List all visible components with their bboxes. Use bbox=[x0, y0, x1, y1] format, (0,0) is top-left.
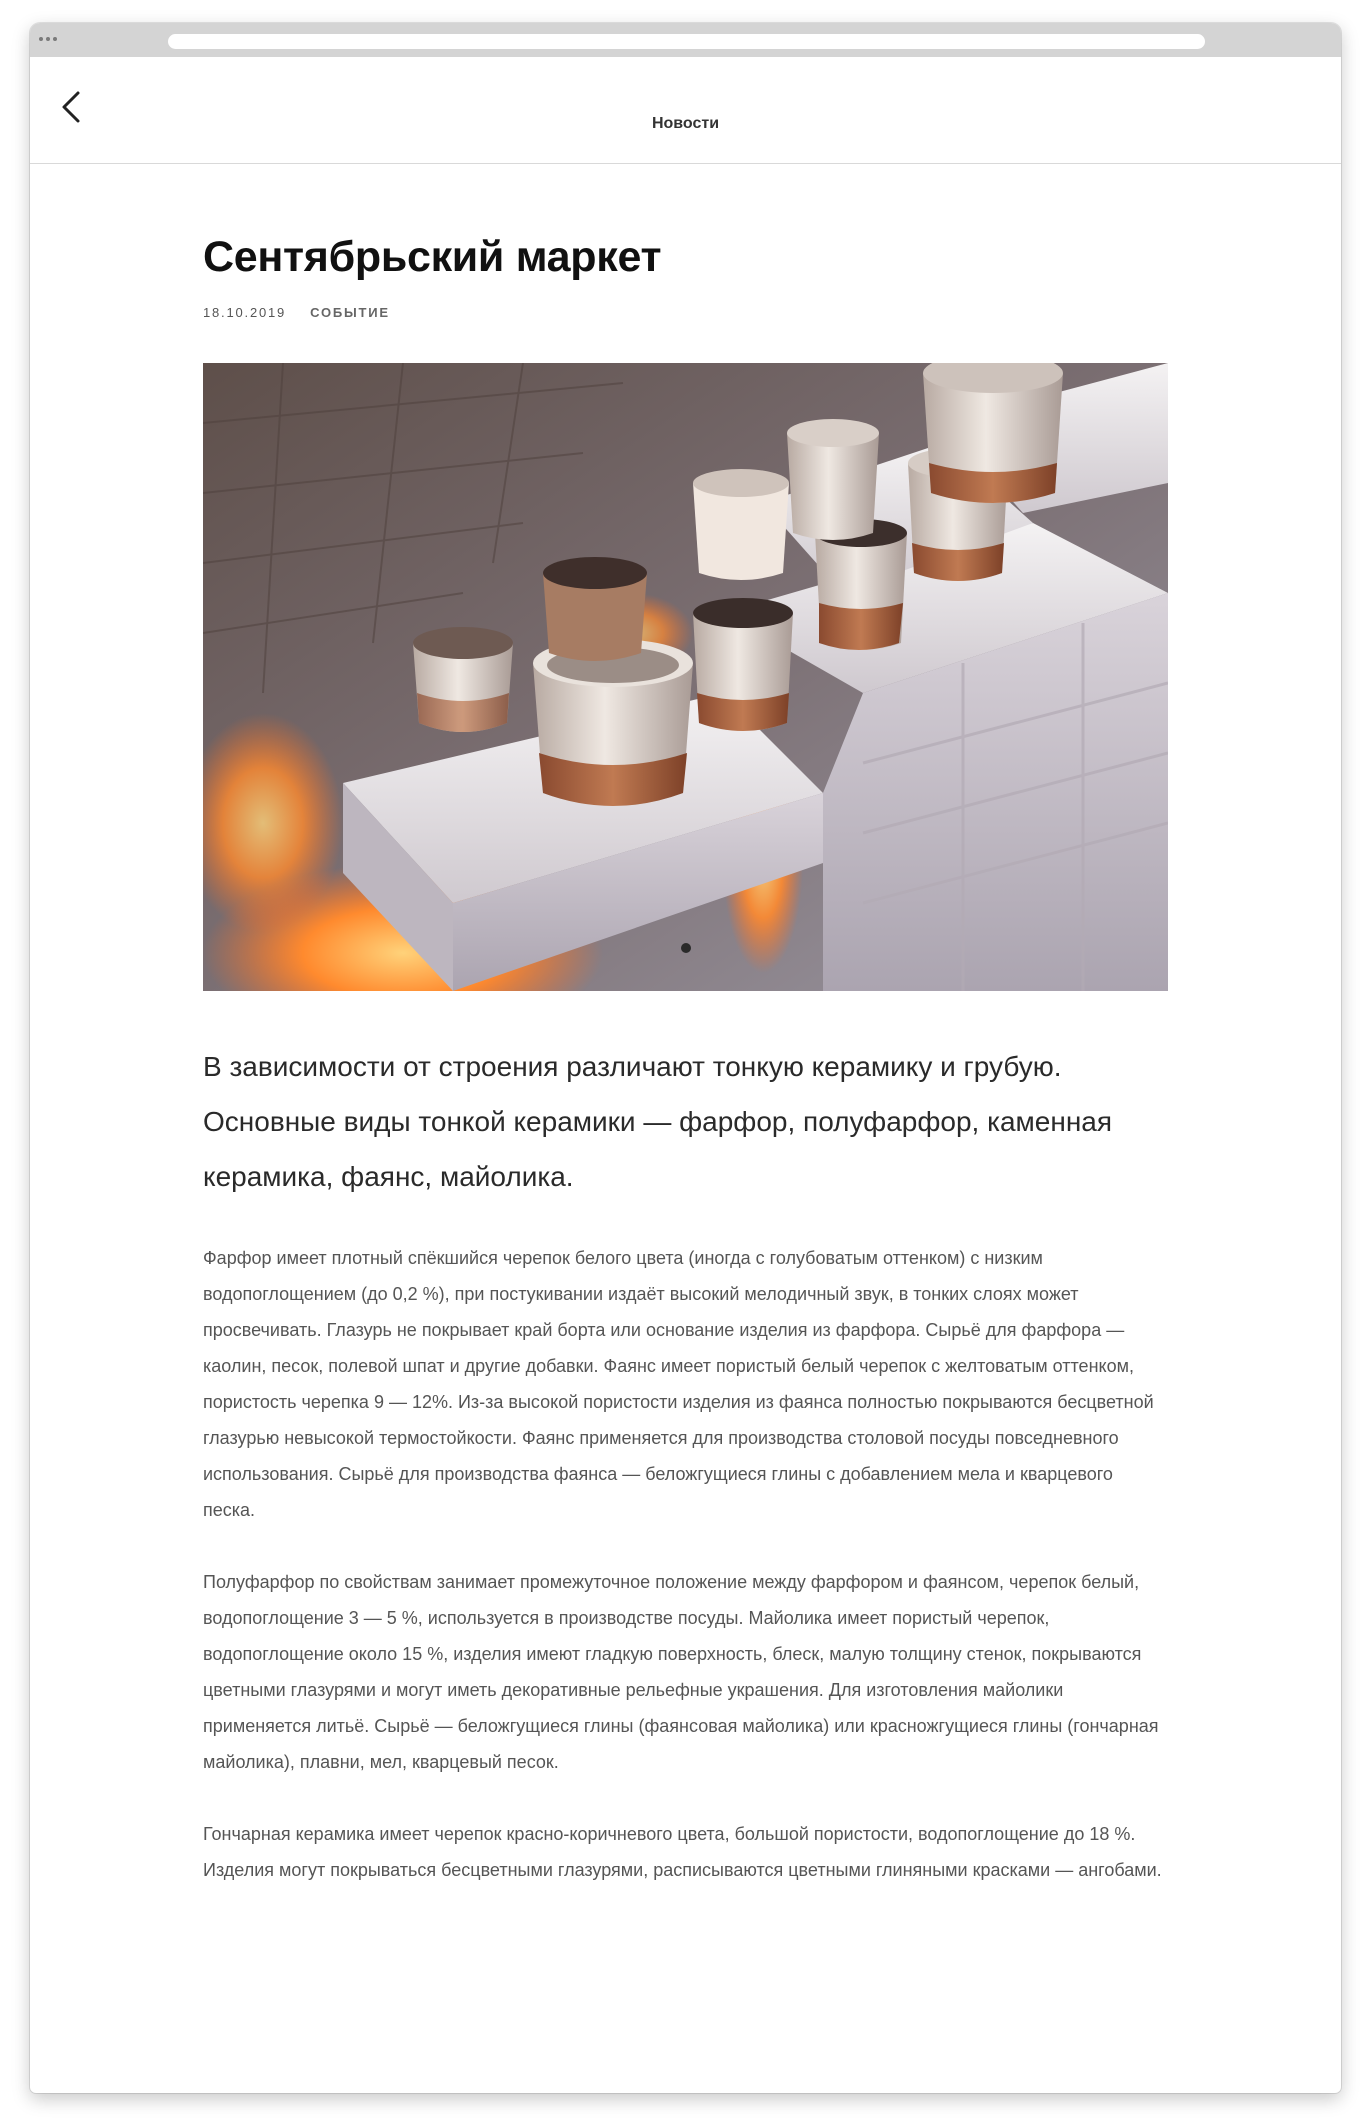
image-slider[interactable] bbox=[203, 363, 1168, 991]
article-paragraph: Полуфарфор по свойствам занимает промежуточное положение между фарфором и фаянсом, черепок белый, водопоглощение 3 — 5 %, используется в производстве посуды. Майолика имеет пористый черепок, водопоглощение около 15 %, изделия имеют гладкую поверхность, блеск, малую толщину стенок, покрываются цветными глазурями и могут иметь декоративные рельефные украшения. Для изготовления майолики применяется литьё. Сырьё — беложгущиеся глины (фаянсовая майолика) или красножгущиеся глины (гончарная майолика), плавни, мел, кварцевый песок. bbox=[203, 1572, 1159, 1772]
article-photo bbox=[203, 363, 1168, 991]
article-lead: В зависимости от строения различают тонкую керамику и грубую. Основные виды тонкой керамики — фарфор, полуфарфор, каменная керамика, фаянс, майолика. bbox=[203, 1051, 1113, 1192]
slider-dot-active[interactable] bbox=[681, 943, 691, 953]
article-category[interactable]: СОБЫТИЕ bbox=[310, 305, 390, 320]
article-meta bbox=[203, 305, 1168, 321]
article-title: Сентябрьский маркет bbox=[203, 233, 662, 281]
article-date: 18.10.2019 bbox=[203, 305, 287, 320]
address-bar[interactable] bbox=[168, 34, 1205, 49]
browser-window bbox=[30, 23, 1341, 2093]
app-header bbox=[30, 57, 1341, 164]
page-title: Новости bbox=[651, 115, 720, 132]
article-paragraph: Фарфор имеет плотный спёкшийся черепок белого цвета (иногда с голубоватым оттенком) с низким водопоглощением (до 0,2 %), при постукивании издаёт высокий мелодичный звук, в тонких слоях может просвечивать. Глазурь не покрывает край борта или основание изделия из фарфора. Сырьё для фарфора — каолин, песок, полевой шпат и другие добавки. Фаянс имеет пористый белый черепок с желтоватым оттенком, пористость черепка 9 — 12%. Из-за высокой пористости изделия из фаянса полностью покрываются бесцветной глазурью невысокой термостойкости. Фаянс применяется для производства столовой посуды повседневного использования. Сырьё для производства фаянса — беложгущиеся глины с добавлением мела и кварцевого песка. bbox=[203, 1248, 1154, 1520]
browser-toolbar bbox=[30, 23, 1341, 57]
article-paragraph: Гончарная керамика имеет черепок красно-коричневого цвета, большой пористости, водопоглощение до 18 %. Изделия могут покрываться бесцветными глазурями, расписываются цветными глиняными красками — ангобами. bbox=[203, 1824, 1162, 1880]
window-menu-icon[interactable] bbox=[39, 37, 57, 41]
article bbox=[203, 164, 1168, 1888]
